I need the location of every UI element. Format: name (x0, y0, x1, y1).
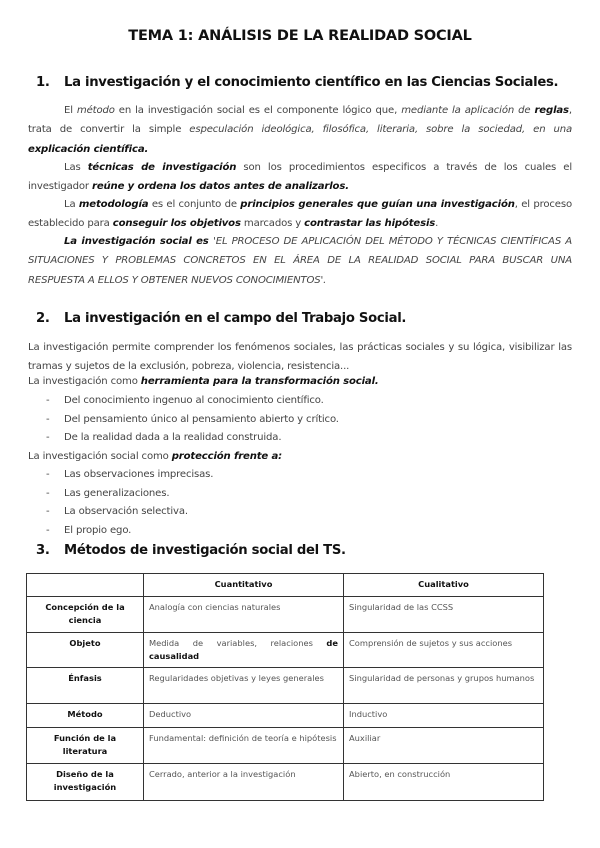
list-item: - Las generalizaciones. (46, 488, 170, 499)
list-item: - De la realidad dada a la realidad construida. (46, 432, 282, 443)
column-header: Cuantitativo (144, 574, 344, 597)
cell-qualitative: Singularidad de personas y grupos humanos (344, 668, 544, 704)
row-label: Diseño de la investigación (27, 764, 144, 801)
paragraph-intro: La investigación permite comprender los fenómenos sociales, las prácticas sociales y su lógica, visibilizar las tramas y sujetos de la exclusión, pobreza, violencia, resistencia... (28, 342, 572, 373)
section-number: 3. (36, 543, 50, 558)
row-label: Función de la literatura (27, 728, 144, 764)
column-header (27, 574, 144, 597)
row-label: Concepción de la ciencia (27, 597, 144, 633)
table-row (27, 704, 544, 728)
cell-quantitative: Deductivo (144, 704, 344, 728)
section-number: 1. (36, 75, 50, 90)
paragraph-metodologia: La metodología es el conjunto de principios generales que guían una investigación, el proceso establecido para conseguir los objetivos marcados y contrastar las hipótesis. (28, 199, 572, 230)
row-label: Objeto (27, 633, 144, 668)
methods-table (26, 573, 544, 801)
row-label: Método (27, 704, 144, 728)
section-2-heading (36, 311, 406, 326)
paragraph-definition: La investigación social es 'EL PROCESO DE APLICACIÓN DEL MÉTODO Y TÉCNICAS CIENTÍFICAS A SITUACIONES Y PROBLEMAS CONCRETOS EN EL ÁREA DE LA REALIDAD SOCIAL PARA BUSCAR UNA RESPUESTA A ELLOS Y OBTENER NUEVOS CONOCIMIENTOS'. (28, 236, 572, 286)
cell-quantitative: Cerrado, anterior a la investigación (144, 764, 344, 801)
table-row (27, 764, 544, 801)
cell-qualitative: Auxiliar (344, 728, 544, 764)
section-title: Métodos de investigación social del TS. (64, 543, 346, 558)
cell-qualitative: Inductivo (344, 704, 544, 728)
paragraph-tecnicas: Las técnicas de investigación son los procedimientos especificos a través de los cuales el investigador reúne y ordena los datos antes de analizarlos. (28, 162, 572, 193)
section-3-heading (36, 543, 346, 558)
cell-quantitative: Analogía con ciencias naturales (144, 597, 344, 633)
list-item: - Las observaciones imprecisas. (46, 469, 214, 480)
cell-qualitative: Abierto, en construcción (344, 764, 544, 801)
table-row (27, 728, 544, 764)
table-row (27, 597, 544, 633)
tool-intro: La investigación como herramienta para la transformación social. (28, 376, 379, 387)
cell-quantitative: Regularidades objetivas y leyes generales (144, 668, 344, 704)
section-1-heading (36, 75, 558, 90)
column-header: Cualitativo (344, 574, 544, 597)
list-item: - Del pensamiento único al pensamiento abierto y crítico. (46, 414, 339, 425)
table-header-row (27, 574, 544, 597)
paragraph-metodo: El método en la investigación social es el componente lógico que, mediante la aplicación de reglas, trata de convertir la simple especulación ideológica, filosófica, literaria, sobre la sociedad, en una explicación científica. (28, 105, 573, 155)
section-title: La investigación y el conocimiento científico en las Ciencias Sociales. (64, 75, 559, 90)
table-row (27, 668, 544, 704)
cell-qualitative: Singularidad de las CCSS (344, 597, 544, 633)
cell-quantitative: Fundamental: definición de teoría e hipótesis (144, 728, 344, 764)
list-item: - El propio ego. (46, 525, 132, 536)
list-item: - La observación selectiva. (46, 506, 188, 517)
page-title: TEMA 1: ANÁLISIS DE LA REALIDAD SOCIAL (128, 28, 472, 44)
section-number: 2. (36, 311, 50, 326)
cell-qualitative: Comprensión de sujetos y sus acciones (344, 633, 544, 668)
row-label: Énfasis (27, 668, 144, 704)
section-title: La investigación en el campo del Trabajo Social. (64, 311, 407, 326)
protection-intro: La investigación social como protección frente a: (28, 451, 283, 462)
list-item: - Del conocimiento ingenuo al conocimiento científico. (46, 395, 324, 406)
cell-quantitative: Medida de variables, relaciones de causalidad (144, 633, 344, 668)
table-row (27, 633, 544, 668)
